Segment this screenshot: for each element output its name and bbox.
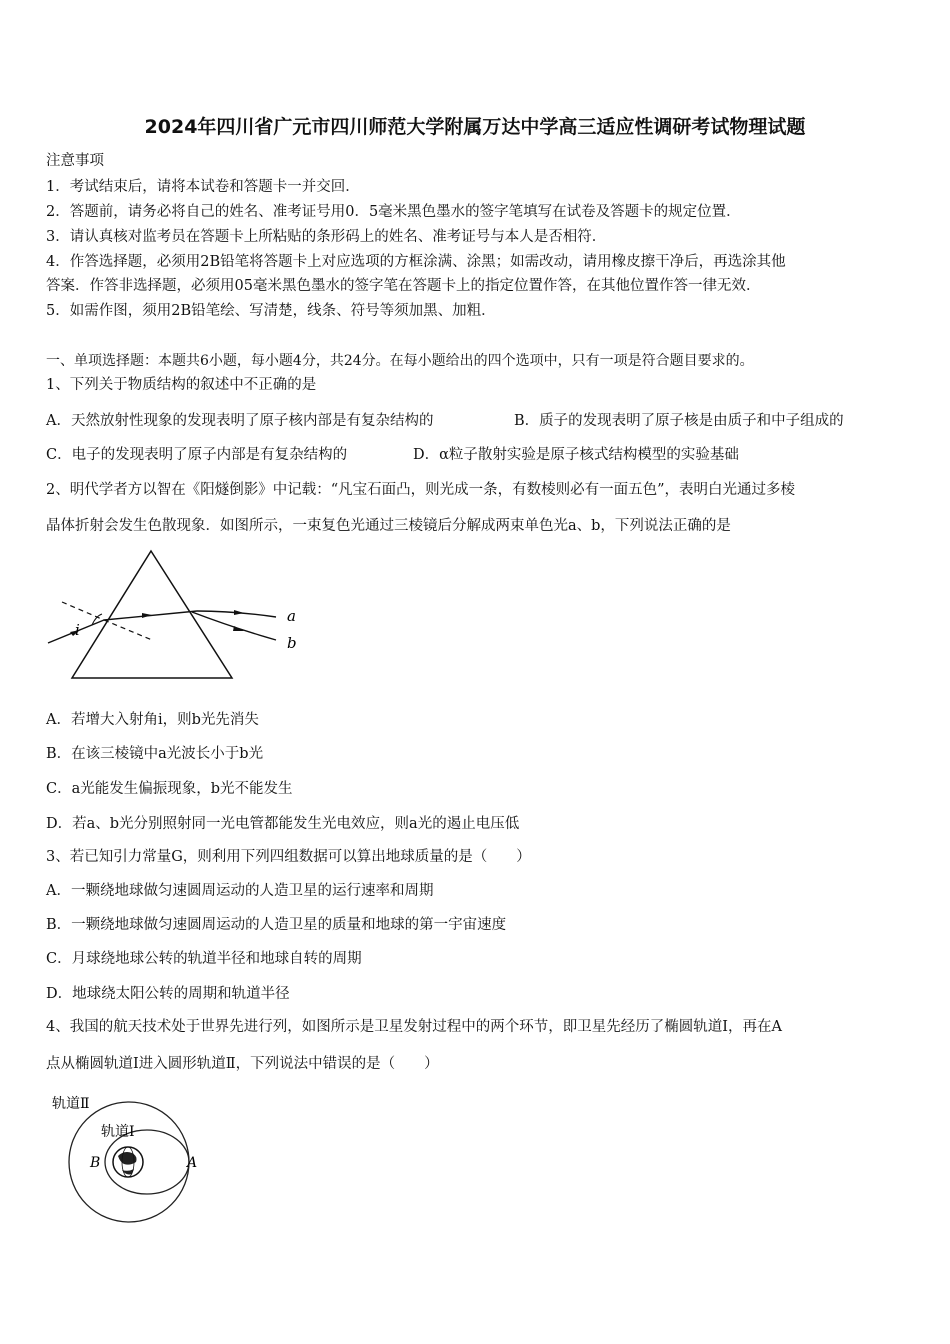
q1-option-c: C．电子的发现表明了原子内部是有复杂结构的 <box>46 447 348 463</box>
notice-item-4-cont: 答案．作答非选择题，必须用05毫米黑色墨水的签字笔在答题卡上的指定位置作答，在其他位置作答一律无效． <box>46 278 761 294</box>
orbit-figure <box>44 1090 224 1230</box>
q2-option-c: C．a光能发生偏振现象，b光不能发生 <box>46 781 293 797</box>
q3-option-d: D．地球绕太阳公转的周期和轨道半径 <box>46 986 290 1002</box>
q3-option-b: B．一颗绕地球做匀速圆周运动的人造卫星的质量和地球的第一宇宙速度 <box>46 917 507 933</box>
q3-stem: 3、若已知引力常量G，则利用下列四组数据可以算出地球质量的是（ ） <box>46 849 531 865</box>
point-a-label: A <box>187 1155 198 1171</box>
q1-option-b: B．质子的发现表明了原子核是由质子和中子组成的 <box>514 413 844 429</box>
q4-stem-line2: 点从椭圆轨道Ⅰ进入圆形轨道Ⅱ，下列说法中错误的是（ ） <box>46 1056 439 1072</box>
point-b-label: B <box>90 1155 101 1171</box>
notice-heading: 注意事项 <box>46 153 104 169</box>
prism-figure <box>44 548 314 683</box>
q1-option-a: A．天然放射性现象的发现表明了原子核内部是有复杂结构的 <box>46 413 434 429</box>
normal-line-upper <box>62 602 104 620</box>
q3-option-a: A．一颗绕地球做匀速圆周运动的人造卫星的运行速率和周期 <box>46 883 434 899</box>
section-heading: 一、单项选择题：本题共6小题，每小题4分，共24分。在每小题给出的四个选项中，只有一项是符合题目要求的。 <box>46 353 754 369</box>
q4-stem-line1: 4、我国的航天技术处于世界先进行列，如图所示是卫星发射过程中的两个环节，即卫星先经历了椭圆轨道Ⅰ，再在A <box>46 1019 782 1035</box>
ray-b-arrow <box>233 626 244 631</box>
q1-stem: 1、下列关于物质结构的叙述中不正确的是 <box>46 377 317 393</box>
q2-stem-line2: 晶体折射会发生色散现象．如图所示，一束复色光通过三棱镜后分解成两束单色光a、b，下列说法正确的是 <box>46 518 731 534</box>
notice-item-3: 3．请认真核对监考员在答题卡上所粘贴的条形码上的姓名、准考证号与本人是否相符． <box>46 229 607 245</box>
q3-option-c: C．月球绕地球公转的轨道半径和地球自转的周期 <box>46 951 362 967</box>
notice-item-2: 2．答题前，请务必将自己的姓名、准考证号用0．5毫米黑色墨水的签字笔填写在试卷及答题卡的规定位置． <box>46 204 741 220</box>
incident-angle-label: i <box>75 621 80 639</box>
orbit-2-label: 轨道Ⅱ <box>52 1096 90 1112</box>
q2-option-d: D．若a、b光分别照射同一光电管都能发生光电效应，则a光的遏止电压低 <box>46 816 520 832</box>
prism-triangle <box>72 551 232 678</box>
normal-line-lower <box>104 620 152 640</box>
notice-item-4: 4．作答选择题，必须用2B铅笔将答题卡上对应选项的方框涂满、涂黑；如需改动，请用橡皮擦干净后，再选涂其他 <box>46 254 786 270</box>
page-title: 2024年四川省广元市四川师范大学附属万达中学高三适应性调研考试物理试题 <box>144 116 806 138</box>
q1-option-d: D．α粒子散射实验是原子核式结构模型的实验基础 <box>413 447 739 463</box>
q2-option-a: A．若增大入射角i，则b光先消失 <box>46 712 259 728</box>
refracted-ray <box>104 611 197 620</box>
q2-option-b: B．在该三棱镜中a光波长小于b光 <box>46 746 264 762</box>
notice-item-1: 1．考试结束后，请将本试卷和答题卡一并交回． <box>46 179 360 195</box>
ray-b-label: b <box>287 634 297 652</box>
notice-item-5: 5．如需作图，须用2B铅笔绘、写清楚，线条、符号等须加黑、加粗． <box>46 303 496 319</box>
ray-a-label: a <box>287 607 296 625</box>
q2-stem-line1: 2、明代学者方以智在《阳燧倒影》中记载：“凡宝石面凸，则光成一条，有数棱则必有一面五色”，表明白光通过多棱 <box>46 482 796 498</box>
orbit-1-label: 轨道Ⅰ <box>101 1124 135 1140</box>
